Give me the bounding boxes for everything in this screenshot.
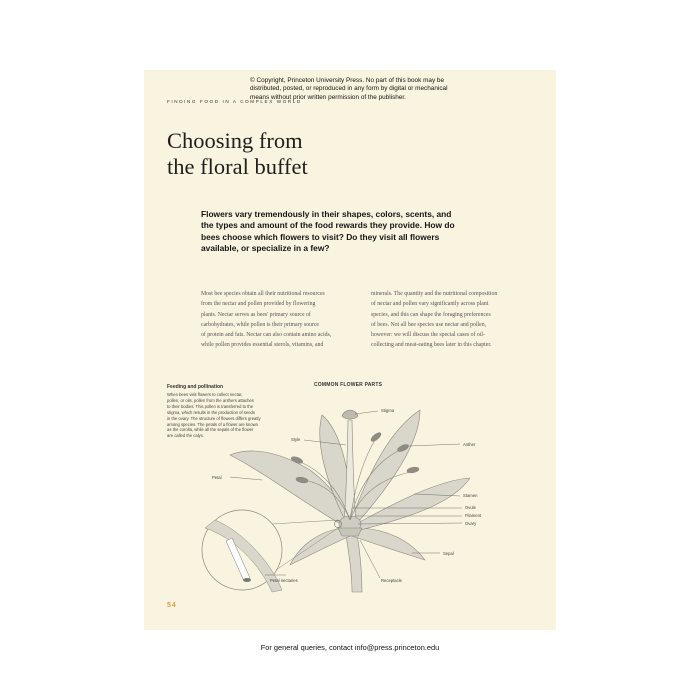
body-line: carbohydrates, while pollen is their primary source bbox=[201, 321, 319, 328]
body-line: species, and this can shape the foraging preferences bbox=[371, 311, 491, 318]
label-petal: Petal bbox=[212, 475, 222, 480]
sidebar-line: to their bodies. This pollen is transferred to the bbox=[167, 403, 254, 409]
sidebar-line: pollen, or oils, pollen from the anthers attaches bbox=[167, 397, 254, 403]
copyright-line: means without prior written permission of the publisher. bbox=[250, 93, 406, 101]
sidebar-line: in the ovary. The structure of flowers differs greatly bbox=[167, 415, 261, 421]
label-ovule: Ovule bbox=[465, 505, 476, 510]
title-line: Choosing from bbox=[167, 128, 303, 153]
label-sepal: Sepal bbox=[443, 551, 454, 556]
body-line: of nectar and pollen vary significantly across plant bbox=[371, 301, 489, 308]
body-line: however: we will discuss the special cases of oil- bbox=[371, 332, 485, 339]
stigma bbox=[342, 410, 358, 419]
body-line: plants. Nectar serves as bees' primary source of bbox=[201, 311, 311, 318]
label-petal-nectaries: Petal nectaries bbox=[270, 578, 298, 583]
sepal-right bbox=[352, 528, 425, 560]
sidebar-line: among species. The petals of a flower are known bbox=[167, 421, 258, 427]
sidebar-line: When bees visit flowers to collect nectar, bbox=[167, 392, 243, 397]
body-line: minerals. The quantity and the nutritional composition bbox=[371, 291, 498, 297]
sidebar-line: are called the calyx. bbox=[167, 433, 205, 439]
copyright-line: distributed, posted, or reproduced in any form by digital or mechanical bbox=[250, 85, 448, 93]
body-line: while pollen provides essential sterols, vitamins, and bbox=[201, 342, 324, 349]
body-line: from the nectar and pollen provided by flowering bbox=[201, 301, 316, 308]
sidebar-line: as the corolla, while all the sepals of the flower bbox=[167, 427, 254, 433]
anther bbox=[370, 431, 383, 443]
page-number: 54 bbox=[167, 602, 177, 609]
label-receptacle: Receptacle bbox=[381, 578, 402, 583]
label-filament: Filament bbox=[465, 513, 482, 518]
receptacle bbox=[338, 528, 362, 536]
footer-contact: For general queries, contact info@press.princeton.edu bbox=[260, 643, 440, 652]
sidebar-line: stigma, which results in the production of seeds bbox=[167, 409, 255, 415]
body-line: collecting and meat-eating bees later in this chapter. bbox=[371, 342, 492, 349]
running-head: FINDING FOOD IN A COMPLEX WORLD bbox=[167, 99, 302, 104]
lede-paragraph: Flowers vary tremendously in their shapes, colors, scents, and the types and amount of the food rewards they provide. How do bees choose which flowers to visit? Do they visit all flowers available, or specialize in a few? bbox=[201, 209, 455, 254]
body-line: Most bee species obtain all their nutritional resources bbox=[201, 291, 325, 297]
sidebar-title: Feeding and pollination bbox=[167, 384, 224, 390]
label-stamen: Stamen bbox=[463, 493, 478, 498]
label-anther: Anther bbox=[463, 442, 476, 447]
body-line: of bees. Not all bee species use nectar and pollen, bbox=[371, 321, 487, 328]
figure-title: COMMON FLOWER PARTS bbox=[314, 382, 383, 388]
label-ovary: Ovary bbox=[465, 521, 477, 526]
label-stigma: Stigma bbox=[381, 408, 395, 413]
body-line: of protein and fats. Nectar can also contain amino acids, bbox=[201, 332, 332, 339]
copyright-line: © Copyright, Princeton University Press. No part of this book may be bbox=[250, 77, 445, 84]
title-line: the floral buffet bbox=[167, 154, 308, 179]
anther bbox=[407, 466, 420, 473]
label-style: Style bbox=[291, 437, 301, 442]
